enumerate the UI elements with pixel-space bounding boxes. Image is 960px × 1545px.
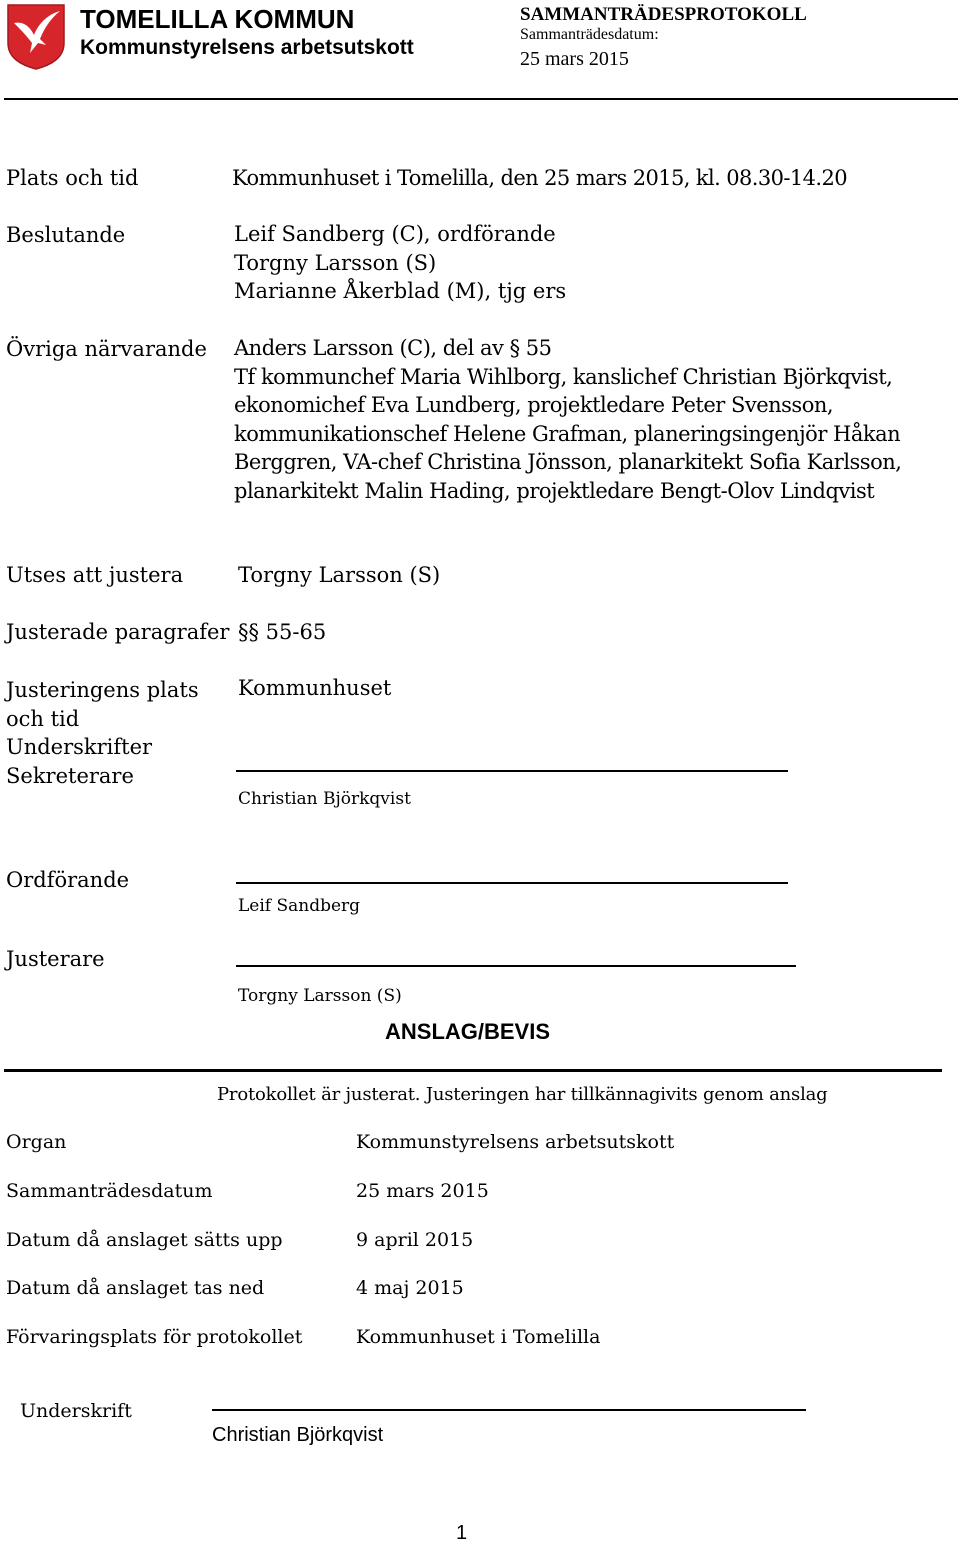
list-item: Torgny Larsson (S)	[234, 250, 437, 275]
notice-row-label: Sammanträdesdatum	[6, 1180, 213, 1202]
secretary-name: Christian Björkqvist	[238, 789, 411, 809]
notice-title: ANSLAG/BEVIS	[385, 1019, 551, 1044]
chair-label: Ordförande	[6, 868, 130, 892]
adjusted-paragraphs-value: §§ 55-65	[238, 620, 327, 644]
others-present-label: Övriga närvarande	[6, 337, 207, 361]
notice-row-label: Förvaringsplats för protokollet	[6, 1326, 303, 1348]
chair-signature-line	[236, 882, 788, 884]
chair-name: Leif Sandberg	[238, 896, 361, 916]
place-time-label: Plats och tid	[6, 166, 139, 190]
list-item: Berggren, VA-chef Christina Jönsson, planarkitekt Sofia Karlsson,	[234, 450, 902, 474]
seagull-shield-icon	[6, 3, 66, 71]
list-item: ekonomichef Eva Lundberg, projektledare Peter Svensson,	[234, 393, 834, 417]
notice-row-value: 4 maj 2015	[356, 1277, 464, 1299]
list-item: Marianne Åkerblad (M), tjg ers	[234, 279, 567, 303]
list-item: kommunikationschef Helene Grafman, planeringsingenjör Håkan	[234, 421, 901, 446]
notice-divider	[4, 1069, 942, 1072]
municipality-logo	[6, 3, 66, 71]
notice-signature-name: Christian Björkqvist	[212, 1424, 384, 1446]
list-item: planarkitekt Malin Hading, projektledare Bengt-Olov Lindqvist	[234, 478, 875, 503]
notice-row-label: Datum då anslaget sätts upp	[6, 1229, 283, 1251]
notice-row-label: Organ	[6, 1131, 67, 1153]
committee-name: Kommunstyrelsens arbetsutskott	[80, 36, 414, 59]
document-type: SAMMANTRÄDESPROTOKOLL	[520, 4, 807, 25]
place-time-value: Kommunhuset i Tomelilla, den 25 mars 2015, kl. 08.30-14.20	[232, 166, 848, 190]
notice-intro: Protokollet är justerat. Justeringen har tillkännagivits genom anslag	[217, 1084, 828, 1105]
notice-row-value: 25 mars 2015	[356, 1180, 489, 1202]
notice-signature-label: Underskrift	[20, 1400, 132, 1422]
notice-row-value: Kommunhuset i Tomelilla	[356, 1326, 601, 1348]
list-item: Anders Larsson (C), del av § 55	[234, 336, 552, 360]
notice-row-value: Kommunstyrelsens arbetsutskott	[356, 1131, 675, 1153]
notice-row-value: 9 april 2015	[356, 1229, 474, 1251]
secretary-signature-line	[236, 770, 788, 772]
adjuster-name: Torgny Larsson (S)	[238, 986, 402, 1006]
adjuster-appointed-value: Torgny Larsson (S)	[238, 563, 441, 587]
deciding-list	[234, 220, 566, 306]
meeting-date: 25 mars 2015	[520, 48, 629, 70]
signatures-label: Underskrifter	[6, 735, 153, 759]
meeting-date-label: Sammanträdesdatum:	[520, 26, 659, 43]
others-present-list	[234, 334, 901, 505]
notice-row-label: Datum då anslaget tas ned	[6, 1277, 265, 1299]
list-item: Tf kommunchef Maria Wihlborg, kanslichef Christian Björkqvist,	[234, 364, 893, 389]
header-divider	[4, 98, 958, 100]
adjuster-label: Justerare	[6, 947, 105, 971]
municipality-name: TOMELILLA KOMMUN	[80, 4, 355, 34]
adjuster-signature-line	[236, 965, 796, 967]
adjustment-place-label: Justeringens plats och tid Underskrifter Sekreterare	[6, 676, 199, 790]
list-item: Leif Sandberg (C), ordförande	[234, 222, 556, 246]
adjusted-paragraphs-label: Justerade paragrafer	[6, 620, 230, 644]
adjuster-appointed-label: Utses att justera	[6, 563, 184, 587]
secretary-label: Sekreterare	[6, 763, 134, 788]
deciding-label: Beslutande	[6, 223, 126, 247]
adjustment-place-value: Kommunhuset	[238, 676, 392, 700]
page-number: 1	[456, 1522, 468, 1544]
notice-signature-line	[212, 1409, 806, 1411]
